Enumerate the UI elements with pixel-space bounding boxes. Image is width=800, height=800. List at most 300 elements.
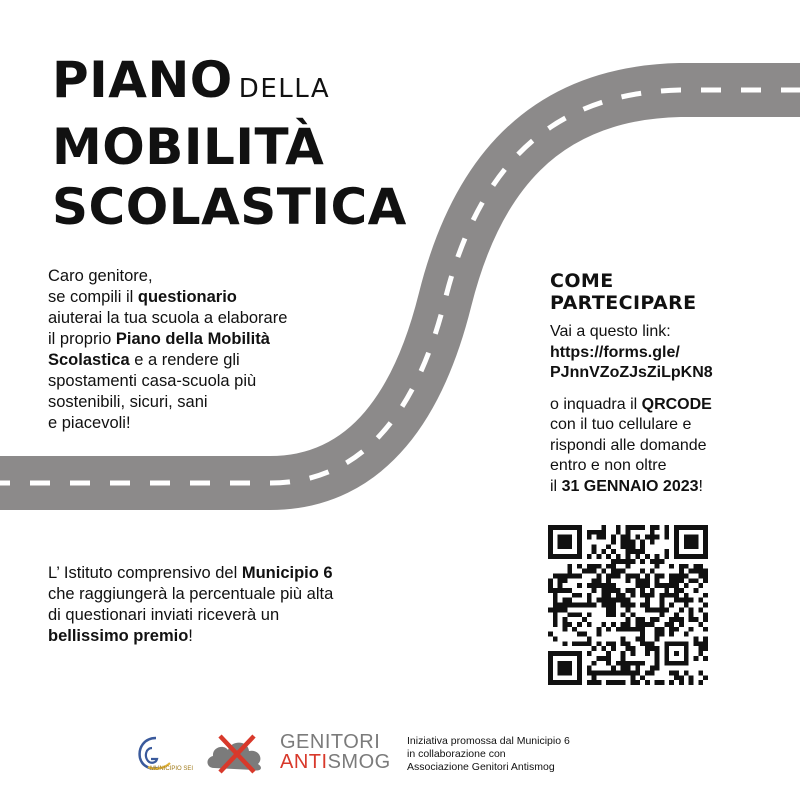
qr-module (664, 607, 669, 612)
qr-module (611, 603, 616, 608)
qr-module (650, 646, 655, 651)
qr-module (698, 573, 703, 578)
qr-module (596, 564, 601, 569)
qr-module (674, 578, 679, 583)
qr-module (553, 622, 558, 627)
qr-module (563, 641, 568, 646)
qr-module (650, 535, 655, 540)
qr-module (626, 549, 631, 554)
qr-module (606, 578, 611, 583)
qr-module (645, 578, 650, 583)
qr-module (698, 564, 703, 569)
qr-module (660, 603, 665, 608)
form-link[interactable]: https://forms.gle/ (550, 343, 680, 361)
qr-module (674, 588, 679, 593)
qr-module (601, 593, 606, 598)
qr-module (563, 588, 568, 593)
qr-module (660, 598, 665, 603)
qr-module (592, 530, 597, 535)
qr-module (616, 559, 621, 564)
qr-module (548, 578, 553, 583)
qr-module (684, 564, 689, 569)
qr-module (553, 593, 558, 598)
qr-module (596, 632, 601, 637)
qr-module (596, 598, 601, 603)
qr-module (645, 554, 650, 559)
qr-module (698, 651, 703, 656)
qr-module (611, 569, 616, 574)
qr-module (601, 535, 606, 540)
qr-module (563, 573, 568, 578)
qr-module (640, 627, 645, 632)
qr-module (587, 535, 592, 540)
qr-module (567, 598, 572, 603)
qr-module (635, 525, 640, 530)
qr-module (630, 544, 635, 549)
qr-module (621, 680, 626, 685)
qr-module (606, 661, 611, 666)
qr-module (669, 593, 674, 598)
qr-module (640, 583, 645, 588)
qr-module (567, 622, 572, 627)
qr-module (601, 670, 606, 675)
qr-module (645, 646, 650, 651)
intro-paragraph: Caro genitore, se compili il questionario aiuterai la tua scuola a elaborare il proprio Piano della Mobilità Scolastica e a rendere gli spostamenti casa-scuola più sostenibili, sicuri, sani e piacevoli! (48, 267, 288, 432)
qr-module (650, 525, 655, 530)
qr-module (703, 627, 708, 632)
qr-module (611, 641, 616, 646)
qr-module (621, 670, 626, 675)
qr-module (669, 573, 674, 578)
qr-module (640, 641, 645, 646)
qr-module (684, 573, 689, 578)
qr-module (587, 598, 592, 603)
qr-module (679, 607, 684, 612)
qr-module (616, 670, 621, 675)
poster-title (52, 52, 407, 237)
qr-module (587, 554, 592, 559)
qr-module (563, 607, 568, 612)
qr-module (664, 535, 669, 540)
qr-module (572, 573, 577, 578)
qr-module (635, 637, 640, 642)
qr-module (587, 593, 592, 598)
qr-module (606, 641, 611, 646)
qr-module (674, 573, 679, 578)
qr-module (616, 588, 621, 593)
qr-module (621, 627, 626, 632)
qr-module (626, 617, 631, 622)
qr-module (693, 564, 698, 569)
qr-module (645, 535, 650, 540)
qr-module (587, 670, 592, 675)
qr-module (553, 573, 558, 578)
qr-module (563, 603, 568, 608)
qr-module (558, 578, 563, 583)
qr-module (664, 622, 669, 627)
qr-module (606, 583, 611, 588)
qr-module (689, 627, 694, 632)
qr-module (630, 646, 635, 651)
qr-module (606, 544, 611, 549)
qr-module (601, 583, 606, 588)
qr-module (703, 593, 708, 598)
qr-module (630, 525, 635, 530)
qr-module (640, 559, 645, 564)
qr-module (693, 641, 698, 646)
qr-module (572, 641, 577, 646)
qr-module (669, 603, 674, 608)
qr-module (703, 578, 708, 583)
qr-module (592, 544, 597, 549)
qr-module (684, 632, 689, 637)
qr-module (596, 627, 601, 632)
qr-module (553, 612, 558, 617)
qr-module (650, 607, 655, 612)
qr-module (669, 627, 674, 632)
qr-module (698, 569, 703, 574)
qr-module (635, 622, 640, 627)
qr-module (587, 637, 592, 642)
qr-module (674, 593, 679, 598)
qr-module (577, 564, 582, 569)
genitori-antismog-logo-text: GENITORI ANTISMOG (280, 731, 391, 773)
qr-module (563, 627, 568, 632)
qr-module (606, 554, 611, 559)
qr-module (640, 540, 645, 545)
qr-module (655, 607, 660, 612)
qr-module (596, 573, 601, 578)
qr-module (669, 670, 674, 675)
qr-module (596, 530, 601, 535)
qr-module (655, 554, 660, 559)
qr-module (553, 607, 558, 612)
qr-module (553, 598, 558, 603)
qr-module (596, 554, 601, 559)
qr-module (611, 607, 616, 612)
qr-module (626, 622, 631, 627)
qr-module (640, 637, 645, 642)
qr-module (582, 617, 587, 622)
qr-module (626, 646, 631, 651)
qr-module (621, 569, 626, 574)
qr-module (587, 583, 592, 588)
qr-module (635, 573, 640, 578)
qr-module (674, 583, 679, 588)
qr-module (587, 564, 592, 569)
qr-module (616, 530, 621, 535)
qr-module (640, 675, 645, 680)
qr-module (626, 559, 631, 564)
qr-module (689, 598, 694, 603)
qr-module (640, 622, 645, 627)
qr-module (664, 525, 669, 530)
qr-module (587, 680, 592, 685)
qr-module (567, 573, 572, 578)
qr-module (703, 646, 708, 651)
qr-module (548, 632, 553, 637)
qr-module (655, 564, 660, 569)
qr-module (660, 583, 665, 588)
title-line3: SCOLASTICA (52, 178, 407, 236)
qr-module (572, 593, 577, 598)
qr-module (630, 612, 635, 617)
qr-module (616, 569, 621, 574)
qr-module (660, 680, 665, 685)
qr-module (596, 680, 601, 685)
qr-module (616, 573, 621, 578)
qr-module (587, 651, 592, 656)
qr-module (606, 627, 611, 632)
qr-module (669, 617, 674, 622)
qr-module (592, 603, 597, 608)
qr-module (621, 598, 626, 603)
qr-module (645, 603, 650, 608)
title-line2: MOBILITÀ (52, 118, 325, 176)
qr-module (703, 637, 708, 642)
qr-module (616, 661, 621, 666)
qr-module (606, 598, 611, 603)
qr-module (693, 656, 698, 661)
qr-module (698, 646, 703, 651)
qr-module (601, 622, 606, 627)
qr-module (630, 549, 635, 554)
qr-module (592, 661, 597, 666)
qr-module (621, 622, 626, 627)
qr-module (703, 617, 708, 622)
qr-module (640, 578, 645, 583)
qr-module (596, 670, 601, 675)
qr-module (684, 583, 689, 588)
qr-module (698, 583, 703, 588)
qr-module (592, 569, 597, 574)
qr-module (601, 646, 606, 651)
qr-module (703, 641, 708, 646)
qr-module (689, 680, 694, 685)
qr-module (650, 593, 655, 598)
qr-module (703, 569, 708, 574)
qr-module (655, 525, 660, 530)
qr-module (592, 680, 597, 685)
qr-module (611, 622, 616, 627)
qr-module (630, 680, 635, 685)
qr-module (660, 612, 665, 617)
qr-module (606, 656, 611, 661)
qr-module (587, 569, 592, 574)
qr-module (616, 598, 621, 603)
qr-module (630, 651, 635, 656)
qr-module (630, 661, 635, 666)
qr-module (669, 583, 674, 588)
qr-module (640, 617, 645, 622)
qr-module (611, 573, 616, 578)
qr-module (606, 607, 611, 612)
qr-module (601, 569, 606, 574)
qr-module (655, 656, 660, 661)
qr-module (630, 559, 635, 564)
qr-module (630, 593, 635, 598)
qr-module (553, 603, 558, 608)
qr-module (645, 607, 650, 612)
qr-module (567, 564, 572, 569)
qr-module (630, 603, 635, 608)
qr-module (650, 670, 655, 675)
qr-module (689, 617, 694, 622)
qr-module (679, 598, 684, 603)
qr-module (703, 656, 708, 661)
qr-module (626, 627, 631, 632)
qr-module (596, 578, 601, 583)
qr-module (606, 603, 611, 608)
qr-module (635, 617, 640, 622)
qr-module (596, 656, 601, 661)
qr-module (684, 593, 689, 598)
qr-module (650, 530, 655, 535)
qr-module (621, 535, 626, 540)
qr-module (606, 680, 611, 685)
qr-module (611, 583, 616, 588)
qr-module (635, 554, 640, 559)
qr-module (679, 617, 684, 622)
qr-module (626, 525, 631, 530)
qr-module (684, 670, 689, 675)
questionario-highlight: questionario (137, 288, 237, 306)
qr-module (664, 549, 669, 554)
qr-module (679, 622, 684, 627)
qr-module (596, 583, 601, 588)
qr-module (684, 598, 689, 603)
qr-module (616, 525, 621, 530)
qr-module (645, 573, 650, 578)
qr-module (621, 641, 626, 646)
qr-module (689, 612, 694, 617)
qr-module (674, 675, 679, 680)
qr-module (592, 564, 597, 569)
title-line1: PIANO (52, 51, 233, 109)
qr-module (650, 540, 655, 545)
qr-module (626, 666, 631, 671)
qr-module (645, 622, 650, 627)
qr-module (611, 598, 616, 603)
qr-module (669, 564, 674, 569)
qr-module (577, 641, 582, 646)
qr-module (563, 578, 568, 583)
qr-module (616, 593, 621, 598)
qr-module (587, 666, 592, 671)
qr-module (563, 622, 568, 627)
qr-module (587, 603, 592, 608)
qr-module (693, 569, 698, 574)
qr-module (601, 598, 606, 603)
form-link-path[interactable]: PJnnVZoZJsZiLpKN8 (550, 364, 713, 381)
qr-module (592, 549, 597, 554)
qr-module (650, 559, 655, 564)
qr-module (669, 680, 674, 685)
qr-module (698, 598, 703, 603)
qr-module (655, 627, 660, 632)
qr-module (582, 569, 587, 574)
qr-module (606, 573, 611, 578)
qr-module (669, 622, 674, 627)
qr-module (621, 637, 626, 642)
qr-module (650, 666, 655, 671)
qr-module (577, 632, 582, 637)
qr-module (664, 588, 669, 593)
qr-module (548, 607, 553, 612)
qr-module (664, 593, 669, 598)
qr-module (567, 612, 572, 617)
qr-module (674, 612, 679, 617)
qr-module (553, 617, 558, 622)
qr-module (611, 559, 616, 564)
qr-module (679, 569, 684, 574)
municipio-logo-text: MUNICIPIO SEI (150, 766, 194, 772)
qr-module (626, 554, 631, 559)
qr-module (655, 680, 660, 685)
qr-module (640, 593, 645, 598)
qr-module (635, 627, 640, 632)
qr-module (698, 607, 703, 612)
qr-module (645, 593, 650, 598)
qr-module (601, 656, 606, 661)
qr-code[interactable] (548, 525, 708, 685)
qr-module (640, 569, 645, 574)
qr-module (660, 593, 665, 598)
qr-module (567, 569, 572, 574)
qr-module (626, 607, 631, 612)
qr-module (640, 544, 645, 549)
qr-module (606, 564, 611, 569)
qr-module (655, 661, 660, 666)
qr-module (655, 651, 660, 656)
how-to-participate: COME PARTECIPARE Vai a questo link: https://forms.gle/ PJnnVZoZJsZiLpKN8 o inquadra il QRCODE con il tuo cellulare e rispondi alle domande entro e non oltre il 31 GENNAIO 2023! (550, 270, 770, 497)
qr-module (693, 588, 698, 593)
qr-module (698, 670, 703, 675)
qr-module (635, 583, 640, 588)
qr-module (650, 641, 655, 646)
qr-module (567, 603, 572, 608)
qr-module (655, 535, 660, 540)
antismog-cloud-icon (204, 730, 270, 774)
qr-module (558, 583, 563, 588)
qr-module (689, 607, 694, 612)
qr-module (611, 540, 616, 545)
qr-module (679, 573, 684, 578)
qr-module (611, 680, 616, 685)
qr-module (548, 583, 553, 588)
qr-module (558, 603, 563, 608)
qr-module (611, 564, 616, 569)
qr-module (582, 641, 587, 646)
qr-module (592, 588, 597, 593)
qr-module (669, 632, 674, 637)
qr-module (660, 627, 665, 632)
qr-module (698, 641, 703, 646)
qr-module (635, 661, 640, 666)
qr-module (630, 573, 635, 578)
qr-module (645, 598, 650, 603)
qr-module (679, 588, 684, 593)
qr-module (621, 612, 626, 617)
qr-module (674, 617, 679, 622)
qr-module (660, 559, 665, 564)
qr-module (587, 612, 592, 617)
qr-module (621, 559, 626, 564)
qr-module (577, 583, 582, 588)
qr-module (650, 569, 655, 574)
title-della: DELLA (238, 74, 331, 104)
qr-module (689, 675, 694, 680)
